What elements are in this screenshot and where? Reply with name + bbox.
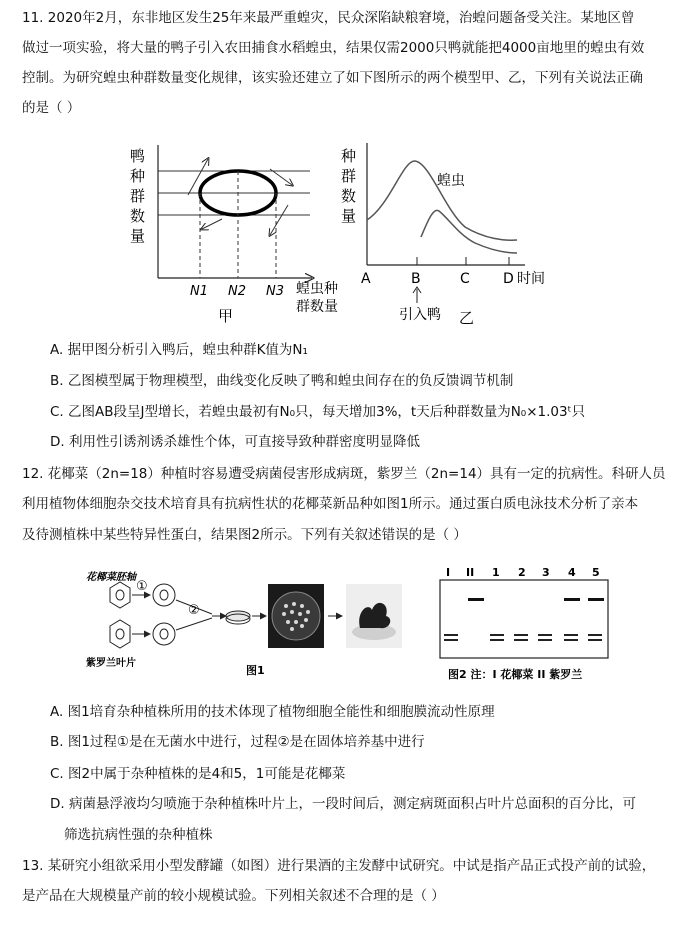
q12-option-d: D. 病菌悬浮液均匀喷施于杂种植株叶片上，一段时间后，测定病斑面积占叶片总面积的百分比，可	[50, 796, 636, 812]
fig1-protoplast-top-nucleus	[160, 590, 168, 600]
fig1-label-top: 花椰菜胚轴	[86, 572, 136, 583]
q12-stem-line3: 及待测植株中某些特异性蛋白，结果图2所示。下列有关叙述错误的是（ ）	[22, 527, 467, 543]
figure-2	[438, 562, 612, 690]
fig2-lane-5: 5	[592, 566, 600, 579]
fig2-band-ii-high	[468, 598, 484, 601]
fig2-lane-i: I	[446, 566, 451, 579]
figure-jia	[120, 135, 350, 330]
jia-ylabel-4: 数	[130, 207, 146, 225]
fig1-label-bottom: 紫罗兰叶片	[86, 658, 136, 669]
q12-option-a: A. 图1培育杂种植株所用的技术体现了植物细胞全能性和细胞膜流动性原理	[50, 704, 495, 720]
q12-option-d-cont: 筛选抗病性强的杂种植株	[64, 827, 213, 843]
figure-1	[80, 562, 420, 690]
q13-stem-line1: 13. 某研究小组欲采用小型发酵罐（如图）进行果酒的主发酵中试研究。中试是指产品正式投产前的试验，	[22, 858, 656, 874]
fig1-protoplast-bottom	[153, 623, 175, 645]
yi-tick-d-label: D	[503, 271, 514, 287]
fig1-violet-cell	[110, 620, 130, 648]
fig1-step1: ①	[136, 579, 148, 594]
q11-stem-line1: 11. 2020年2月，东非地区发生25年来最严重蝗灾，民众深陷缺粮窘境，治蝗问题备受关注。某地区曾	[22, 10, 635, 26]
fig2-band-4-low-2	[564, 639, 578, 641]
q12-option-b: B. 图1过程①是在无菌水中进行，过程②是在固体培养基中进行	[50, 734, 425, 750]
jia-tick-n3: N3	[266, 284, 284, 299]
fig2-bands	[444, 598, 604, 641]
yi-tick-a-label: A	[361, 271, 371, 287]
fig2-band-5-low-1	[588, 634, 602, 636]
fig2-band-i-low-2	[444, 639, 458, 641]
fig2-band-5-high	[588, 598, 604, 601]
jia-tick-n1: N1	[190, 284, 208, 299]
jia-tick-n2: N2	[228, 284, 246, 299]
q11-stem-line2: 做过一项实验，将大量的鸭子引入农田捕食水稻蝗虫，结果仅需2000只鸭就能把4000亩地里的蝗虫有效	[22, 40, 645, 56]
yi-series-label: 蝗虫	[437, 173, 465, 189]
fig1-culture-dish	[226, 611, 250, 621]
yi-ylabel-3: 数	[341, 187, 357, 205]
yi-ylabel-1: 种	[341, 147, 357, 165]
jia-xlabel-1: 蝗虫种	[296, 281, 338, 297]
fig2-band-1-low-2	[490, 639, 504, 641]
q13-stem-line2: 是产品在大规模量产前的较小规模试验。下列相关叙述不合理的是（ ）	[22, 888, 445, 904]
yi-ylabel-2: 群	[341, 167, 357, 185]
yi-arrow-label: 引入鸭	[399, 307, 441, 323]
yi-ylabel-4: 量	[341, 207, 357, 225]
q12-stem-line1: 12. 花椰菜（2n=18）种植时容易遭受病菌侵害形成病斑，紫罗兰（2n=14）具有一定的抗病性。科研人员	[22, 466, 666, 482]
q11-option-c: C. 乙图AB段呈J型增长，若蝗虫最初有N₀只，每天增加3%，t天后种群数量为N₀×1.03ᵗ只	[50, 404, 586, 420]
fig2-band-2-low-2	[514, 639, 528, 641]
yi-caption: 乙	[459, 309, 475, 327]
fig1-callus-plate	[272, 592, 320, 640]
fig2-band-5-low-2	[588, 639, 602, 641]
q11-option-d: D. 利用性引诱剂诱杀雄性个体，可直接导致种群密度明显降低	[50, 434, 420, 450]
fig2-caption: 图2 注：I 花椰菜 II 紫罗兰	[448, 668, 583, 681]
fig1-protoplast-top	[153, 584, 175, 606]
jia-caption: 甲	[218, 307, 234, 325]
jia-arrow-1	[188, 159, 208, 195]
fig2-band-3-low-1	[538, 634, 552, 636]
fig2-lane-ii: II	[466, 566, 475, 579]
fig1-protoplast-bottom-nucleus	[160, 629, 168, 639]
figure-yi	[335, 135, 565, 330]
fig2-lane-1: 1	[492, 566, 500, 579]
jia-ylabel-5: 量	[130, 227, 146, 245]
fig2-lane-3: 3	[542, 566, 550, 579]
jia-arrow-4	[202, 219, 222, 229]
fig1-caption: 图1	[246, 664, 265, 677]
q12-option-c: C. 图2中属于杂种植株的是4和5，1可能是花椰菜	[50, 766, 346, 782]
fig1-cauliflower-cell	[110, 582, 130, 608]
jia-ylabel-3: 群	[130, 187, 146, 205]
q11-option-a: A. 据甲图分析引入鸭后，蝗虫种群K值为N₁	[50, 342, 308, 358]
jia-ylabel-2: 种	[130, 167, 146, 185]
fig1-cauliflower-nucleus	[116, 590, 124, 600]
q11-option-b: B. 乙图模型属于物理模型，曲线变化反映了鸭和蝗虫间存在的负反馈调节机制	[50, 373, 514, 389]
yi-curve-lower	[421, 210, 517, 253]
fig2-lane-2: 2	[518, 566, 526, 579]
jia-ylabel-1: 鸭	[130, 147, 146, 165]
fig2-band-i-low-1	[444, 634, 458, 636]
jia-arrow-3	[270, 205, 288, 235]
fig2-band-3-low-2	[538, 639, 552, 641]
fig2-gel-frame	[440, 580, 608, 658]
fig2-band-1-low-1	[490, 634, 504, 636]
q11-stem-line3: 控制。为研究蝗虫种群数量变化规律，该实验还建立了如下图所示的两个模型甲、乙，下列有关说法正确	[22, 70, 643, 86]
q12-stem-line2: 利用植物体细胞杂交技术培育具有抗病性状的花椰菜新品种如图1所示。通过蛋白质电泳技术分析了亲本	[22, 496, 639, 512]
fig2-band-4-low-1	[564, 634, 578, 636]
yi-tick-b-label: B	[411, 271, 421, 287]
fig2-band-2-low-1	[514, 634, 528, 636]
jia-xlabel-2: 群数量	[296, 299, 338, 315]
yi-xlabel: 时间	[517, 271, 545, 287]
q11-stem-line4: 的是（ ）	[22, 100, 81, 116]
fig1-merge-bottom	[176, 618, 212, 630]
fig1-step2: ②	[188, 603, 200, 618]
fig2-band-4-high	[564, 598, 580, 601]
fig1-violet-nucleus	[116, 629, 124, 639]
yi-tick-c-label: C	[460, 271, 470, 287]
fig2-lane-4: 4	[568, 566, 576, 579]
